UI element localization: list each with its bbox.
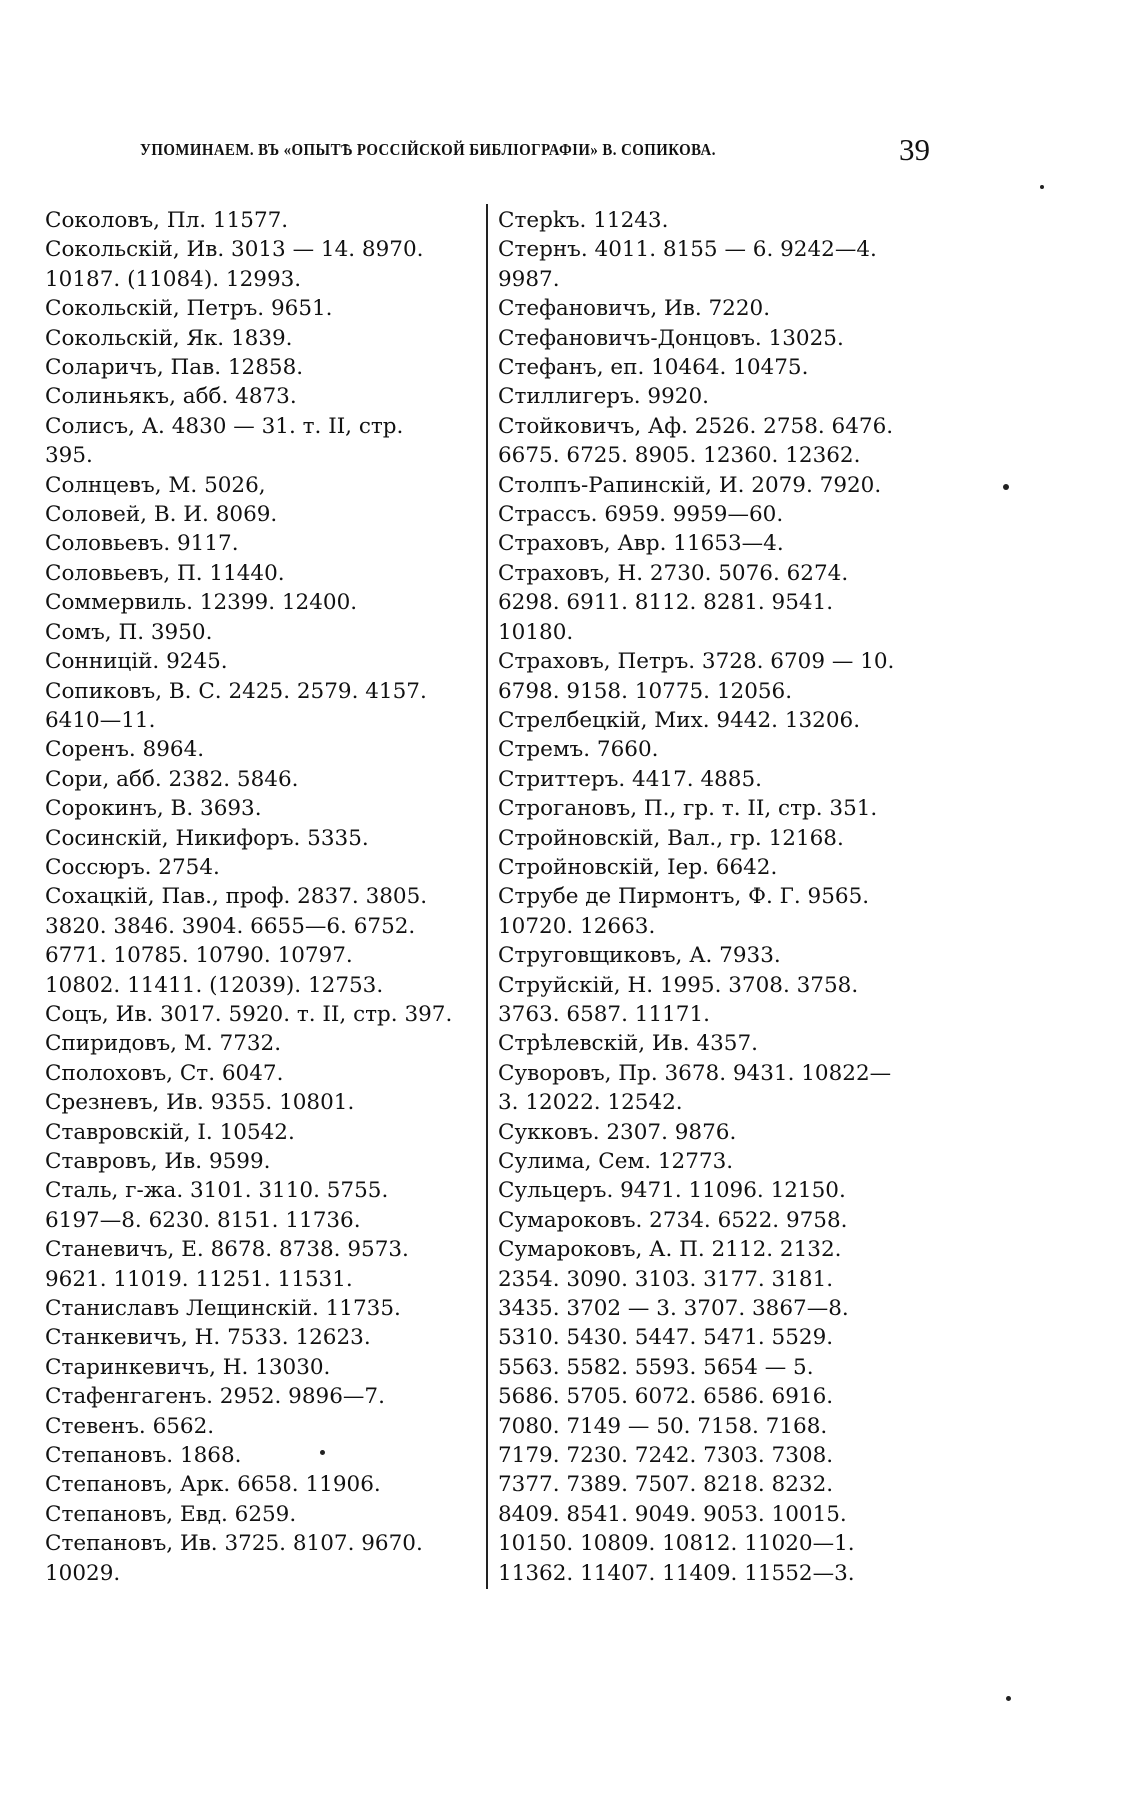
header-title: УПОМИНАЕМ. ВЪ «ОПЫТѢ РОССІЙСКОЙ БИБЛІОГРАФІИ» В. СОПИКОВА. <box>140 140 716 159</box>
index-entry-line: 3763. 6587. 11171. <box>498 1001 710 1027</box>
index-entry-line: Стойковичъ, Аф. 2526. 2758. 6476. <box>498 413 894 439</box>
index-entry-line: Стефановичъ-Донцовъ. 13025. <box>498 325 844 351</box>
index-entry-line: Стафенгагенъ. 2952. 9896—7. <box>45 1384 385 1410</box>
index-entry <box>45 677 465 736</box>
index-entry <box>45 765 465 794</box>
index-entry-line: Стефанъ, еп. 10464. 10475. <box>498 355 809 381</box>
print-speck <box>1003 484 1009 490</box>
index-entry-line: Станиславъ Лещинскій. 11735. <box>45 1296 401 1322</box>
index-entry <box>498 1118 938 1147</box>
index-entry-line: Сохацкій, Пав., проф. 2837. 3805. <box>45 884 428 910</box>
index-entry-line: Сомъ, П. 3950. <box>45 619 213 645</box>
index-entry <box>498 353 938 382</box>
index-entry <box>498 1176 938 1205</box>
index-entry-line: Стрѣлевскій, Ив. 4357. <box>498 1031 758 1057</box>
index-entry-line: Станкевичъ, Н. 7533. 12623. <box>45 1325 371 1351</box>
index-entry-line: Струбе де Пирмонтъ, Ф. Г. 9565. <box>498 884 870 910</box>
index-entry-line: Сульцеръ. 9471. 11096. 12150. <box>498 1178 846 1204</box>
index-entry <box>45 824 465 853</box>
index-entry <box>498 235 938 294</box>
index-entry-line: Сполоховъ, Ст. 6047. <box>45 1060 284 1086</box>
index-entry-line: Столпъ-Рапинскій, И. 2079. 7920. <box>498 472 882 498</box>
index-entry <box>498 1206 938 1235</box>
index-entry <box>498 1235 938 1588</box>
index-entry-line: Стройновскій, Вал., гр. 12168. <box>498 825 844 851</box>
index-entry-line: Стремъ. 7660. <box>498 737 659 763</box>
index-entry-line: Сорокинъ, В. 3693. <box>45 796 262 822</box>
index-entry <box>45 235 465 294</box>
index-entry <box>45 353 465 382</box>
index-entry-line: Сокольскій, Петръ. 9651. <box>45 296 333 322</box>
index-entry <box>498 824 938 853</box>
index-entry-line: Стерkъ. 11243. <box>498 208 669 233</box>
index-entry <box>45 882 465 1000</box>
index-entry-line: Солнцевъ, М. 5026, <box>45 472 266 498</box>
index-entry-line: 3435. 3702 — 3. 3707. 3867—8. <box>498 1296 849 1322</box>
index-entry-line: Срезневъ, Ив. 9355. 10801. <box>45 1090 355 1116</box>
index-entry-line: 6675. 6725. 8905. 12360. 12362. <box>498 443 861 469</box>
index-entry-line: Соколовъ, Пл. 11577. <box>45 208 289 233</box>
index-entry <box>45 1059 465 1088</box>
index-entry <box>45 1500 465 1529</box>
index-entry-line: 5686. 5705. 6072. 6586. 6916. <box>498 1384 834 1410</box>
index-entry-line: Соловьевъ. 9117. <box>45 531 239 557</box>
index-entry-line: Сосинскій, Никифоръ. 5335. <box>45 825 369 851</box>
index-entry <box>45 1529 465 1588</box>
index-entry-line: 2354. 3090. 3103. 3177. 3181. <box>498 1266 834 1292</box>
index-entry <box>45 1294 465 1323</box>
index-entry-line: Сукковъ. 2307. 9876. <box>498 1119 737 1145</box>
index-entry-line: Суворовъ, Пр. 3678. 9431. 10822— <box>498 1060 892 1086</box>
index-entry-line: Сумароковъ, А. П. 2112. 2132. <box>498 1237 842 1263</box>
index-entry <box>45 588 465 617</box>
index-entry-line: 10187. (11084). 12993. <box>45 266 302 292</box>
left-column <box>45 206 465 1588</box>
index-entry-line: Соммервиль. 12399. 12400. <box>45 590 358 616</box>
index-entry <box>498 1029 938 1058</box>
index-entry <box>45 735 465 764</box>
index-entry-line: Стефановичъ, Ив. 7220. <box>498 296 771 322</box>
index-entry-line: Соловьевъ, П. 11440. <box>45 560 285 586</box>
index-entry-line: Сопиковъ, В. С. 2425. 2579. 4157. <box>45 678 427 704</box>
index-entry <box>498 324 938 353</box>
index-entry-line: Струговщиковъ, А. 7933. <box>498 943 781 969</box>
index-entry <box>45 529 465 558</box>
index-entry-line: Спиридовъ, М. 7732. <box>45 1031 282 1057</box>
index-entry <box>45 471 465 500</box>
index-entry-line: Станевичъ, Е. 8678. 8738. 9573. <box>45 1237 409 1263</box>
index-entry <box>498 1059 938 1118</box>
index-entry-line: Стернъ. 4011. 8155 — 6. 9242—4. <box>498 237 877 263</box>
index-entry-line: Ставровъ, Ив. 9599. <box>45 1149 271 1174</box>
index-entry <box>45 559 465 588</box>
index-entry <box>45 1000 465 1029</box>
right-column <box>498 206 938 1588</box>
index-entry-line: 6298. 6911. 8112. 8281. 9541. <box>498 590 834 616</box>
index-entry <box>498 206 938 235</box>
index-entry <box>45 1088 465 1117</box>
index-entry <box>45 1176 465 1235</box>
index-entry-line: Сумароковъ. 2734. 6522. 9758. <box>498 1207 848 1233</box>
index-entry-line: 395. <box>45 443 93 469</box>
index-entry <box>45 1235 465 1294</box>
index-entry-line: 6197—8. 6230. 8151. 11736. <box>45 1207 361 1233</box>
index-entry <box>498 471 938 500</box>
index-entry-line: 3820. 3846. 3904. 6655—6. 6752. <box>45 913 416 939</box>
index-entry-line: 9987. <box>498 266 560 292</box>
index-entry-line: Степановъ. 1868. <box>45 1443 242 1469</box>
index-entry <box>498 412 938 471</box>
index-entry-line: 10150. 10809. 10812. 11020—1. <box>498 1531 855 1557</box>
index-entry-line: Ставровскій, I. 10542. <box>45 1119 295 1145</box>
index-entry-line: Стройновскій, Iер. 6642. <box>498 854 778 880</box>
index-entry-line: Сонницій. 9245. <box>45 649 228 675</box>
index-entry <box>498 765 938 794</box>
index-entry-line: 7179. 7230. 7242. 7303. 7308. <box>498 1443 834 1469</box>
index-entry <box>45 1470 465 1499</box>
index-entry-line: Сулима, Сем. 12773. <box>498 1149 734 1174</box>
index-entry-line: Строгановъ, П., гр. т. II, стр. 351. <box>498 796 878 822</box>
index-entry <box>498 706 938 735</box>
column-divider <box>486 204 488 1589</box>
index-entry <box>498 971 938 1030</box>
index-entry <box>498 1147 938 1176</box>
index-entry <box>45 1412 465 1441</box>
index-entry-line: Сори, абб. 2382. 5846. <box>45 766 299 792</box>
print-speck <box>1040 185 1044 189</box>
index-entry-line: 10802. 11411. (12039). 12753. <box>45 972 384 998</box>
index-entry <box>45 500 465 529</box>
index-entry <box>45 1147 465 1176</box>
index-entry-line: Соренъ. 8964. <box>45 737 205 763</box>
index-entry <box>45 1353 465 1382</box>
index-entry <box>498 941 938 970</box>
index-entry-line: 10029. <box>45 1560 121 1586</box>
index-entry-line: 6771. 10785. 10790. 10797. <box>45 943 353 969</box>
index-entry-line: 6410—11. <box>45 707 156 733</box>
index-entry <box>45 382 465 411</box>
index-entry-line: 7080. 7149 — 50. 7158. 7168. <box>498 1413 828 1439</box>
index-entry <box>498 559 938 647</box>
index-entry-line: Сокольскій, Як. 1839. <box>45 325 293 351</box>
print-speck <box>320 1450 325 1455</box>
index-entry-line: Степановъ, Арк. 6658. 11906. <box>45 1472 381 1498</box>
index-entry-line: 10720. 12663. <box>498 913 656 939</box>
index-entry-line: 11362. 11407. 11409. 11552—3. <box>498 1560 855 1586</box>
index-entry-line: Соцъ, Ив. 3017. 5920. т. II, стр. 397. <box>45 1001 453 1027</box>
index-entry <box>45 1441 465 1470</box>
index-entry <box>45 1323 465 1352</box>
index-entry-line: 10180. <box>498 619 574 645</box>
index-entry-line: Страховъ, Н. 2730. 5076. 6274. <box>498 560 849 586</box>
index-entry-line: Сокольскій, Ив. 3013 — 14. 8970. <box>45 237 424 263</box>
index-entry <box>45 1029 465 1058</box>
index-entry-line: 5310. 5430. 5447. 5471. 5529. <box>498 1325 834 1351</box>
index-entry <box>498 882 938 941</box>
index-entry-line: Соссюръ. 2754. <box>45 854 220 880</box>
index-entry <box>498 294 938 323</box>
index-entry-line: 3. 12022. 12542. <box>498 1090 683 1116</box>
index-entry <box>45 618 465 647</box>
index-entry-line: Страссъ. 6959. 9959—60. <box>498 502 784 528</box>
index-entry <box>45 1118 465 1147</box>
index-entry-line: 6798. 9158. 10775. 12056. <box>498 678 793 704</box>
index-entry-line: Страховъ, Петръ. 3728. 6709 — 10. <box>498 649 895 675</box>
index-entry <box>45 294 465 323</box>
running-header <box>100 132 940 178</box>
index-entry-line: Соларичъ, Пав. 12858. <box>45 355 304 381</box>
index-entry <box>498 794 938 823</box>
index-entry-line: Степановъ, Ив. 3725. 8107. 9670. <box>45 1531 423 1557</box>
index-entry-line: Стиллигеръ. 9920. <box>498 384 709 410</box>
index-entry-line: Старинкевичъ, Н. 13030. <box>45 1354 331 1380</box>
index-entry <box>498 382 938 411</box>
index-entry <box>498 500 938 529</box>
index-entry <box>45 853 465 882</box>
index-entry-line: 5563. 5582. 5593. 5654 — 5. <box>498 1354 814 1380</box>
index-entry-line: Солисъ, А. 4830 — 31. т. II, стр. <box>45 413 404 439</box>
index-entry-line: Сталь, г-жа. 3101. 3110. 5755. <box>45 1178 389 1204</box>
index-entry <box>45 647 465 676</box>
index-entry-line: Стрелбецкій, Мих. 9442. 13206. <box>498 707 861 733</box>
index-entry-line: Стевенъ. 6562. <box>45 1413 215 1439</box>
page-number: 39 <box>899 132 930 167</box>
index-entry <box>45 1382 465 1411</box>
index-entry <box>45 324 465 353</box>
index-entry <box>498 529 938 558</box>
index-entry-line: Струйскій, Н. 1995. 3708. 3758. <box>498 972 859 998</box>
index-entry <box>498 853 938 882</box>
index-entry-line: 9621. 11019. 11251. 11531. <box>45 1266 353 1292</box>
index-entry <box>45 206 465 235</box>
index-entry-line: Солиньякъ, абб. 4873. <box>45 384 297 410</box>
index-entry-line: Степановъ, Евд. 6259. <box>45 1501 297 1527</box>
index-entry-line: Соловей, В. И. 8069. <box>45 502 278 528</box>
index-entry-line: Стриттеръ. 4417. 4885. <box>498 766 762 792</box>
index-entry <box>498 647 938 706</box>
index-entry <box>45 794 465 823</box>
index-entry-line: Страховъ, Авр. 11653—4. <box>498 531 784 557</box>
index-entry-line: 7377. 7389. 7507. 8218. 8232. <box>498 1472 834 1498</box>
print-speck <box>1006 1696 1011 1701</box>
index-entry-line: 8409. 8541. 9049. 9053. 10015. <box>498 1501 847 1527</box>
index-entry <box>498 735 938 764</box>
index-entry <box>45 412 465 471</box>
